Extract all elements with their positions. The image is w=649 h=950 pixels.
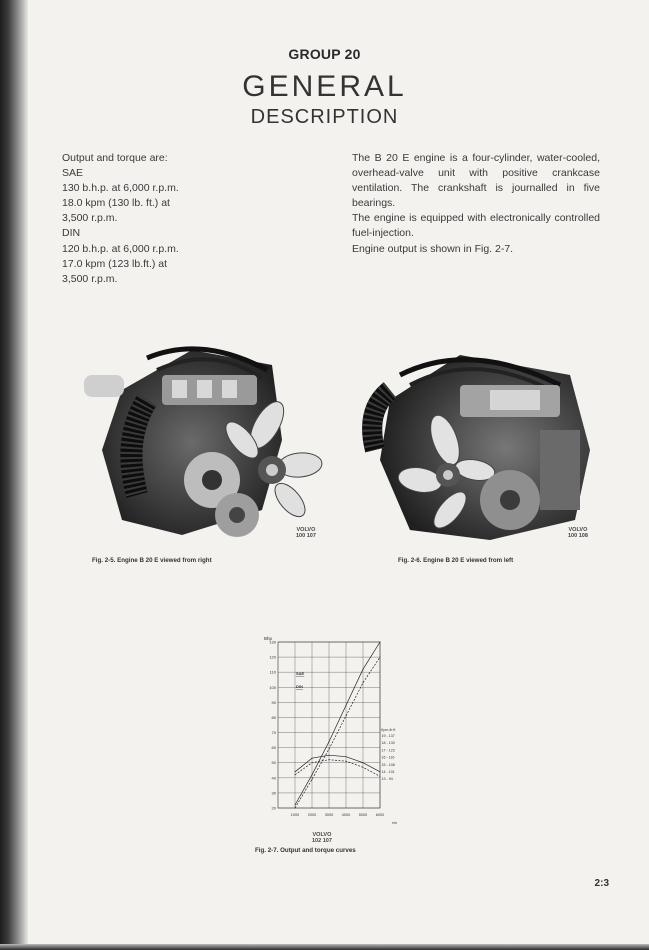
torque-axis-label: Kpm-lb ft bbox=[381, 728, 396, 732]
spec-line: 18.0 kpm (130 lb. ft.) at bbox=[62, 197, 170, 210]
data-point bbox=[363, 669, 364, 670]
x-tick-label: 4000 bbox=[341, 813, 351, 817]
data-point bbox=[295, 774, 296, 775]
spec-line: SAE bbox=[62, 167, 84, 180]
series-line-torque-din bbox=[295, 760, 380, 777]
torque-tick-label: 14 - 101 bbox=[381, 770, 395, 774]
figure-code: 102 107 bbox=[312, 838, 332, 844]
y-tick-label: 120 bbox=[269, 654, 276, 660]
data-point bbox=[346, 756, 347, 757]
y-tick-label: 20 bbox=[271, 805, 276, 811]
data-point bbox=[363, 682, 364, 683]
engine-left-view-photo bbox=[340, 330, 610, 548]
page-subtitle: DESCRIPTION bbox=[250, 106, 399, 128]
legend-din: DIN bbox=[296, 684, 303, 689]
series-line-power-sae bbox=[295, 642, 380, 805]
y-tick-label: 60 bbox=[271, 745, 276, 751]
description-paragraph: The engine is equipped with electronically controlled fuel-injection. bbox=[352, 212, 600, 240]
volvo-mark bbox=[296, 527, 316, 539]
data-point bbox=[380, 776, 381, 777]
description-paragraph: Engine output is shown in Fig. 2-7. bbox=[352, 242, 514, 255]
data-point bbox=[329, 749, 330, 750]
data-point bbox=[346, 761, 347, 762]
data-point bbox=[295, 804, 296, 805]
data-point bbox=[380, 771, 381, 772]
data-point bbox=[363, 762, 364, 763]
torque-tick-label: 15 - 108 bbox=[381, 762, 395, 767]
output-torque-specs bbox=[62, 151, 292, 287]
data-point bbox=[312, 762, 313, 763]
legend-sae: SAE bbox=[296, 671, 305, 676]
y-tick-label: 70 bbox=[271, 730, 276, 736]
description-paragraph: The B 20 E engine is a four-cylinder, water-cooled, overhead-valve unit with positive crankcase ventilation. The crankshaft is journalled in five bearings. bbox=[352, 152, 600, 210]
page-bottom-shadow bbox=[0, 944, 649, 950]
spec-line: 120 b.h.p. at 6,000 r.p.m. bbox=[62, 242, 179, 255]
data-point bbox=[329, 741, 330, 742]
page-title: GENERAL bbox=[242, 70, 407, 103]
y-tick-labels bbox=[269, 640, 276, 811]
spec-line: DIN bbox=[62, 227, 81, 240]
figure-code: 100 107 bbox=[296, 533, 316, 539]
spec-line: 3,500 r.p.m. bbox=[62, 212, 118, 225]
y-tick-label: 30 bbox=[271, 790, 276, 796]
data-point bbox=[312, 774, 313, 775]
data-point bbox=[380, 642, 381, 643]
data-point bbox=[312, 758, 313, 759]
y-tick-label: 40 bbox=[271, 775, 276, 781]
torque-tick-label: 19 - 137 bbox=[381, 734, 395, 738]
figure-caption: Fig. 2-6. Engine B 20 E viewed from left bbox=[398, 557, 514, 564]
data-point bbox=[295, 808, 296, 809]
x-tick-label: 5000 bbox=[358, 813, 368, 817]
spec-line: 17.0 kpm (123 lb.ft.) at bbox=[62, 257, 168, 270]
x-tick-label: 3000 bbox=[324, 813, 334, 817]
figure-code: 100 108 bbox=[568, 533, 588, 539]
data-point bbox=[363, 767, 364, 768]
data-point bbox=[380, 657, 381, 658]
data-point bbox=[295, 771, 296, 772]
brand-text: VOLVO bbox=[296, 527, 316, 533]
y-tick-label: 130 bbox=[269, 639, 276, 645]
y-tick-label: 90 bbox=[271, 699, 276, 705]
x-tick-label: 1000 bbox=[290, 813, 300, 817]
chart-series bbox=[295, 642, 381, 809]
engine-right-view-photo bbox=[62, 330, 332, 548]
y-tick-label: 80 bbox=[271, 714, 276, 720]
data-point bbox=[312, 779, 313, 780]
y-tick-label: 50 bbox=[271, 760, 276, 766]
book-spine-shadow bbox=[0, 0, 28, 950]
x-unit-label: r/m bbox=[392, 821, 398, 825]
data-point bbox=[346, 705, 347, 706]
volvo-mark bbox=[568, 527, 588, 539]
x-tick-label: 6000 bbox=[375, 813, 385, 817]
series-line-torque-sae bbox=[295, 755, 380, 772]
volvo-mark bbox=[312, 832, 332, 844]
brand-text: VOLVO bbox=[312, 832, 332, 838]
torque-tick-labels bbox=[382, 734, 395, 781]
brand-text: VOLVO bbox=[568, 527, 588, 533]
torque-tick-label: 16 - 116 bbox=[381, 755, 395, 760]
page-number: 2:3 bbox=[594, 878, 609, 889]
torque-tick-label: 18 - 130 bbox=[381, 741, 395, 746]
data-point bbox=[346, 715, 347, 716]
data-point bbox=[329, 755, 330, 756]
y-tick-label: 100 bbox=[269, 684, 276, 690]
engine-description bbox=[352, 151, 600, 257]
figure-caption: Fig. 2-5. Engine B 20 E viewed from right bbox=[92, 557, 212, 564]
spec-line: Output and torque are: bbox=[62, 152, 168, 164]
figure-caption: Fig. 2-7. Output and torque curves bbox=[255, 847, 356, 854]
group-label: GROUP 20 bbox=[288, 46, 361, 62]
spec-line: 3,500 r.p.m. bbox=[62, 272, 118, 285]
spec-line: 130 b.h.p. at 6,000 r.p.m. bbox=[62, 182, 179, 195]
torque-tick-label: 17 - 123 bbox=[381, 748, 395, 753]
x-tick-labels bbox=[291, 813, 384, 817]
y-axis-label: Bhp bbox=[264, 636, 273, 641]
torque-tick-label: 13 - 94 bbox=[381, 777, 393, 782]
x-tick-label: 2000 bbox=[307, 813, 317, 817]
y-tick-label: 110 bbox=[269, 669, 276, 675]
data-point bbox=[329, 759, 330, 760]
output-torque-chart bbox=[256, 628, 406, 833]
